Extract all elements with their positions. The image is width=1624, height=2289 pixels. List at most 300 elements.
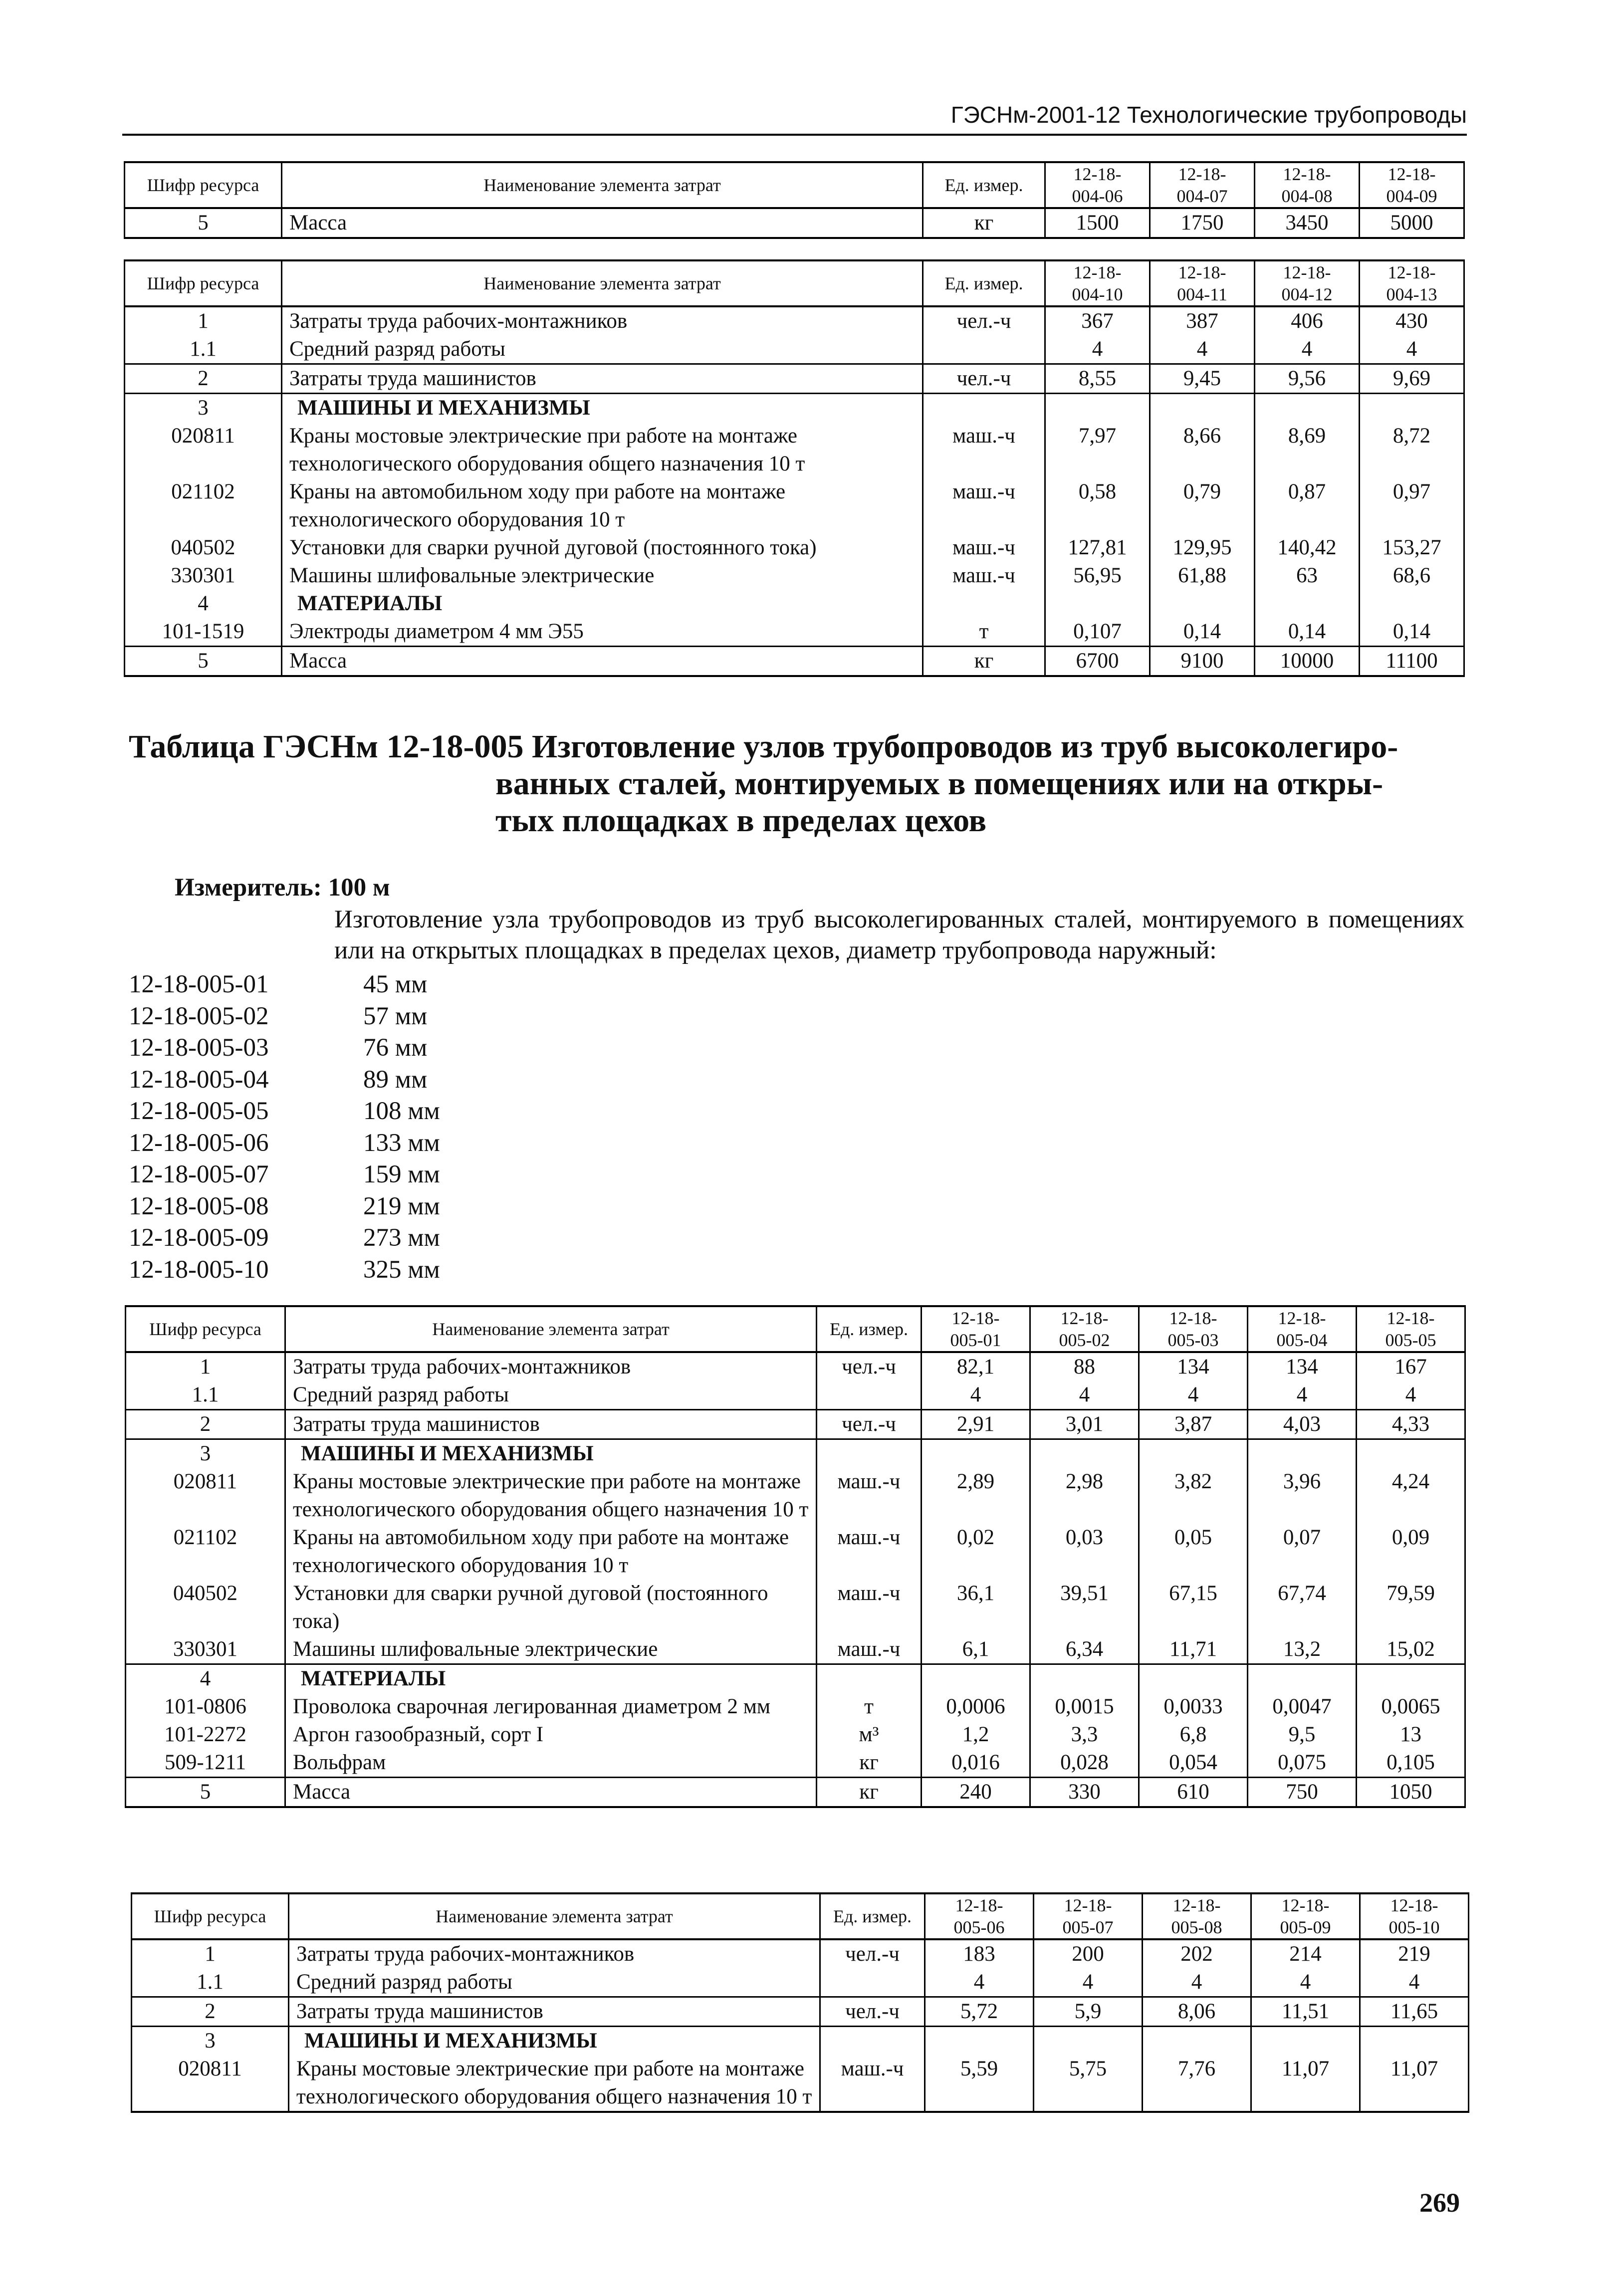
- table-row: [126, 1580, 1465, 1635]
- resource-name: Затраты труда рабочих-монтажников: [285, 1352, 817, 1381]
- resource-code: 040502: [125, 534, 282, 562]
- norm-value: 240: [922, 1778, 1030, 1808]
- unit: маш.-ч: [817, 1468, 922, 1524]
- resource-name: Краны мостовые электрические при работе на монтаже технологического оборудования общего назначения 10 т: [282, 422, 923, 478]
- norm-code: 12-18-005-01: [129, 970, 269, 998]
- table-row: [126, 1439, 1465, 1468]
- unit: чел.-ч: [817, 1352, 922, 1381]
- unit: т: [923, 618, 1045, 647]
- resource-name: Машины шлифовальные электрические: [285, 1635, 817, 1664]
- unit: [923, 335, 1045, 364]
- norm-value: 63: [1255, 562, 1360, 590]
- unit: чел.-ч: [820, 1939, 925, 1968]
- norm-value: 129,95: [1150, 534, 1255, 562]
- norm-value: 0,09: [1357, 1524, 1465, 1580]
- col-header-norm: 12-18- 004-09: [1360, 162, 1464, 208]
- table-row: [126, 1749, 1465, 1778]
- norm-value: 4: [1360, 335, 1464, 364]
- resource-name: Масса: [282, 647, 923, 677]
- col-header-norm: 12-18- 004-06: [1045, 162, 1150, 208]
- norm-code: 12-18-005-05: [129, 1097, 269, 1125]
- norm-value: 200: [1034, 1939, 1143, 1968]
- unit: [923, 590, 1045, 618]
- resource-name: Проволока сварочная легированная диаметром 2 мм: [285, 1693, 817, 1721]
- norm-value: [1255, 394, 1360, 423]
- col-header-unit: Ед. измер.: [923, 260, 1045, 306]
- section-heading: МАТЕРИАЛЫ: [285, 1664, 817, 1693]
- norm-value: [922, 1664, 1030, 1693]
- norm-value: 88: [1030, 1352, 1139, 1381]
- norm-value: 0,0006: [922, 1693, 1030, 1721]
- norm-value: 0,14: [1360, 618, 1464, 647]
- running-header: ГЭСНм-2001-12 Технологические трубопроводы: [950, 102, 1467, 128]
- table-a-body: [125, 162, 1464, 238]
- unit: [817, 1381, 922, 1410]
- norm-code: 12-18-005-03: [129, 1034, 269, 1062]
- col-header-code: Шифр ресурса: [132, 1893, 289, 1939]
- norm-value: 8,66: [1150, 422, 1255, 478]
- norm-value: 3,3: [1030, 1721, 1139, 1749]
- norm-value: 9,45: [1150, 364, 1255, 394]
- pipe-diameter: 76 мм: [363, 1034, 428, 1062]
- table-row: [125, 534, 1464, 562]
- unit: [923, 394, 1045, 423]
- table-row: [125, 335, 1464, 364]
- norm-value: [1248, 1439, 1357, 1468]
- norm-value: 8,55: [1045, 364, 1150, 394]
- section-heading: МАШИНЫ И МЕХАНИЗМЫ: [282, 394, 923, 423]
- norm-value: 0,87: [1255, 478, 1360, 534]
- norm-value: 3,01: [1030, 1410, 1139, 1439]
- table-row: [126, 1524, 1465, 1580]
- unit: кг: [817, 1778, 922, 1808]
- resource-name: Краны мостовые электрические при работе на монтаже технологического оборудования общего назначения 10 т: [285, 1468, 817, 1524]
- table-row: [132, 1968, 1469, 1997]
- norm-value: 36,1: [922, 1580, 1030, 1635]
- norm-value: 0,14: [1255, 618, 1360, 647]
- resource-name: Масса: [285, 1778, 817, 1808]
- norm-value: 13: [1357, 1721, 1465, 1749]
- norm-value: 153,27: [1360, 534, 1464, 562]
- norm-value: 3,82: [1139, 1468, 1248, 1524]
- col-header-norm: 12-18- 004-07: [1150, 162, 1255, 208]
- norm-code: 12-18-005-08: [129, 1192, 269, 1220]
- norm-value: 61,88: [1150, 562, 1255, 590]
- norm-value: 15,02: [1357, 1635, 1465, 1664]
- pipe-diameter: 133 мм: [363, 1129, 440, 1157]
- norm-value: 67,15: [1139, 1580, 1248, 1635]
- unit: [817, 1664, 922, 1693]
- resource-name: Краны на автомобильном ходу при работе на монтаже технологического оборудования 10 т: [285, 1524, 817, 1580]
- norm-value: 0,03: [1030, 1524, 1139, 1580]
- pipe-diameter: 273 мм: [363, 1224, 440, 1252]
- norm-code-item: [129, 1128, 440, 1159]
- col-header-norm: 12-18- 004-08: [1255, 162, 1360, 208]
- table-d-body: [132, 1893, 1469, 2112]
- norm-value: 330: [1030, 1778, 1139, 1808]
- norm-value: 406: [1255, 306, 1360, 335]
- norm-value: [1357, 1439, 1465, 1468]
- resource-code: 330301: [125, 562, 282, 590]
- resource-code: 1: [126, 1352, 285, 1381]
- norm-value: [1045, 590, 1150, 618]
- norm-value: 68,6: [1360, 562, 1464, 590]
- table-row: [125, 618, 1464, 647]
- resource-code: 4: [125, 590, 282, 618]
- norm-value: 4: [1360, 1968, 1469, 1997]
- norm-value: [1143, 2027, 1251, 2056]
- norm-value: 2,98: [1030, 1468, 1139, 1524]
- norm-code: 12-18-005-06: [129, 1129, 269, 1157]
- resource-code: 509-1211: [126, 1749, 285, 1778]
- norm-value: 56,95: [1045, 562, 1150, 590]
- pipe-diameter: 219 мм: [363, 1192, 440, 1220]
- resource-code: 3: [126, 1439, 285, 1468]
- norm-value: 4: [1139, 1381, 1248, 1410]
- norm-value: 1,2: [922, 1721, 1030, 1749]
- col-header-unit: Ед. измер.: [820, 1893, 925, 1939]
- norm-value: [1357, 1664, 1465, 1693]
- resource-code: 020811: [132, 2055, 289, 2112]
- col-header-unit: Ед. измер.: [817, 1306, 922, 1352]
- col-header-unit: Ед. измер.: [923, 162, 1045, 208]
- norm-code-item: [129, 1159, 440, 1191]
- resource-name: Средний разряд работы: [289, 1968, 820, 1997]
- norm-value: 610: [1139, 1778, 1248, 1808]
- pipe-diameter: 108 мм: [363, 1097, 440, 1125]
- norm-value: 3,87: [1139, 1410, 1248, 1439]
- resource-code: 4: [126, 1664, 285, 1693]
- header-row: [126, 1306, 1465, 1352]
- resource-code: 020811: [126, 1468, 285, 1524]
- table-row: [126, 1664, 1465, 1693]
- norm-code-item: [129, 1191, 440, 1223]
- col-header-name: Наименование элемента затрат: [282, 162, 923, 208]
- norm-value: [922, 1439, 1030, 1468]
- norm-value: 167: [1357, 1352, 1465, 1381]
- norm-value: [1360, 590, 1464, 618]
- table-row: [132, 2027, 1469, 2056]
- col-header-name: Наименование элемента затрат: [285, 1306, 817, 1352]
- resource-code: 3: [125, 394, 282, 423]
- col-header-name: Наименование элемента затрат: [282, 260, 923, 306]
- norm-value: 4: [1150, 335, 1255, 364]
- table-row: [126, 1410, 1465, 1439]
- pipe-diameter: 159 мм: [363, 1160, 440, 1188]
- resource-name: Затраты труда машинистов: [285, 1410, 817, 1439]
- norm-value: 5,59: [925, 2055, 1034, 2112]
- col-header-norm: 12-18- 004-11: [1150, 260, 1255, 306]
- norm-value: 0,107: [1045, 618, 1150, 647]
- pipe-diameter: 45 мм: [363, 970, 428, 998]
- norm-value: [1150, 590, 1255, 618]
- unit: [820, 1968, 925, 1997]
- unit: маш.-ч: [923, 478, 1045, 534]
- norm-value: 13,2: [1248, 1635, 1357, 1664]
- norm-value: 4: [922, 1381, 1030, 1410]
- resource-code: 021102: [125, 478, 282, 534]
- table-row: [132, 2055, 1469, 2112]
- page-number: 269: [1419, 2188, 1460, 2218]
- resource-name: Машины шлифовальные электрические: [282, 562, 923, 590]
- resource-code: 1.1: [132, 1968, 289, 1997]
- norm-value: 4: [1030, 1381, 1139, 1410]
- norm-value: 9,56: [1255, 364, 1360, 394]
- norm-value: 2,89: [922, 1468, 1030, 1524]
- norm-value: 3,96: [1248, 1468, 1357, 1524]
- norm-value: 1500: [1045, 208, 1150, 238]
- table-row: [125, 364, 1464, 394]
- norm-value: 134: [1248, 1352, 1357, 1381]
- norm-value: 134: [1139, 1352, 1248, 1381]
- resource-name: Вольфрам: [285, 1749, 817, 1778]
- norm-value: [1150, 394, 1255, 423]
- norm-code-item: [129, 1096, 440, 1128]
- meter-value: 100 м: [328, 874, 390, 902]
- norm-value: 0,016: [922, 1749, 1030, 1778]
- table-row: [125, 208, 1464, 238]
- norm-value: 750: [1248, 1778, 1357, 1808]
- norm-value: 3450: [1255, 208, 1360, 238]
- norm-value: 6,34: [1030, 1635, 1139, 1664]
- table-row: [125, 647, 1464, 677]
- unit: маш.-ч: [923, 562, 1045, 590]
- norm-value: 5,72: [925, 1997, 1034, 2027]
- norm-value: 4: [925, 1968, 1034, 1997]
- table-12-18-005-b: [131, 1892, 1469, 2113]
- unit: маш.-ч: [817, 1524, 922, 1580]
- norm-value: 0,075: [1248, 1749, 1357, 1778]
- col-header-norm: 12-18- 005-05: [1357, 1306, 1465, 1352]
- norm-value: 127,81: [1045, 534, 1150, 562]
- norm-value: 1050: [1357, 1778, 1465, 1808]
- norm-value: 11,07: [1360, 2055, 1469, 2112]
- norm-value: [1248, 1664, 1357, 1693]
- norm-value: 183: [925, 1939, 1034, 1968]
- unit: кг: [923, 647, 1045, 677]
- table-row: [125, 422, 1464, 478]
- unit: маш.-ч: [923, 534, 1045, 562]
- norm-value: 11,71: [1139, 1635, 1248, 1664]
- unit: [817, 1439, 922, 1468]
- table-b-body: [125, 260, 1464, 676]
- norm-value: [1030, 1664, 1139, 1693]
- norm-value: 4: [1045, 335, 1150, 364]
- resource-code: 020811: [125, 422, 282, 478]
- norm-value: 0,0033: [1139, 1693, 1248, 1721]
- norm-value: 8,06: [1143, 1997, 1251, 2027]
- resource-code: 3: [132, 2027, 289, 2056]
- table-title-line-1: Таблица ГЭСНм 12-18-005 Изготовление узлов трубопроводов из труб высоколегиро-: [129, 728, 1398, 765]
- resource-name: Аргон газообразный, сорт I: [285, 1721, 817, 1749]
- table-row: [126, 1693, 1465, 1721]
- resource-code: 040502: [126, 1580, 285, 1635]
- norm-value: 67,74: [1248, 1580, 1357, 1635]
- header-row: [125, 162, 1464, 208]
- norm-value: 5,9: [1034, 1997, 1143, 2027]
- table-title-line-3: тых площадках в пределах цехов: [495, 802, 987, 839]
- norm-value: 0,14: [1150, 618, 1255, 647]
- norm-value: 2,91: [922, 1410, 1030, 1439]
- table-c-body: [126, 1306, 1465, 1807]
- norm-value: 1750: [1150, 208, 1255, 238]
- norm-value: 0,0065: [1357, 1693, 1465, 1721]
- table-12-18-004-b: [124, 259, 1465, 677]
- norm-value: 8,72: [1360, 422, 1464, 478]
- table-row: [132, 1939, 1469, 1968]
- norm-value: 0,105: [1357, 1749, 1465, 1778]
- resource-name: Средний разряд работы: [285, 1381, 817, 1410]
- unit: м³: [817, 1721, 922, 1749]
- unit: кг: [923, 208, 1045, 238]
- norm-code: 12-18-005-10: [129, 1255, 269, 1284]
- col-header-norm: 12-18- 005-03: [1139, 1306, 1248, 1352]
- norm-value: [1251, 2027, 1360, 2056]
- norm-value: 6,8: [1139, 1721, 1248, 1749]
- norm-value: 10000: [1255, 647, 1360, 677]
- resource-code: 5: [125, 208, 282, 238]
- norm-value: [1360, 394, 1464, 423]
- col-header-norm: 12-18- 005-07: [1034, 1893, 1143, 1939]
- unit: чел.-ч: [817, 1410, 922, 1439]
- resource-code: 1: [125, 306, 282, 335]
- norm-value: 9100: [1150, 647, 1255, 677]
- col-header-norm: 12-18- 004-10: [1045, 260, 1150, 306]
- col-header-code: Шифр ресурса: [125, 162, 282, 208]
- norm-value: 214: [1251, 1939, 1360, 1968]
- norm-value: 5,75: [1034, 2055, 1143, 2112]
- resource-name: Установки для сварки ручной дуговой (постоянного тока): [282, 534, 923, 562]
- norm-value: 4: [1034, 1968, 1143, 1997]
- norm-value: [925, 2027, 1034, 2056]
- resource-code: 101-2272: [126, 1721, 285, 1749]
- resource-name: Затраты труда машинистов: [282, 364, 923, 394]
- table-row: [125, 562, 1464, 590]
- unit: т: [817, 1693, 922, 1721]
- norm-code: 12-18-005-07: [129, 1160, 269, 1188]
- unit: маш.-ч: [817, 1580, 922, 1635]
- col-header-norm: 12-18- 005-01: [922, 1306, 1030, 1352]
- norm-code-list: [129, 969, 440, 1286]
- norm-value: 0,028: [1030, 1749, 1139, 1778]
- norm-code-item: [129, 1064, 440, 1096]
- norm-value: [1360, 2027, 1469, 2056]
- header-row: [132, 1893, 1469, 1939]
- norm-value: 4: [1357, 1381, 1465, 1410]
- table-title-line-2: ванных сталей, монтируемых в помещениях или на откры-: [495, 765, 1384, 802]
- col-header-norm: 12-18- 005-09: [1251, 1893, 1360, 1939]
- norm-value: 0,58: [1045, 478, 1150, 534]
- norm-code-item: [129, 1254, 440, 1286]
- table-row: [126, 1778, 1465, 1808]
- col-header-norm: 12-18- 004-12: [1255, 260, 1360, 306]
- col-header-name: Наименование элемента затрат: [289, 1893, 820, 1939]
- norm-code: 12-18-005-02: [129, 1002, 269, 1030]
- norm-value: 4,24: [1357, 1468, 1465, 1524]
- resource-code: 1: [132, 1939, 289, 1968]
- col-header-norm: 12-18- 004-13: [1360, 260, 1464, 306]
- section-heading: МАШИНЫ И МЕХАНИЗМЫ: [285, 1439, 817, 1468]
- norm-value: 4: [1255, 335, 1360, 364]
- header-rule: [122, 134, 1467, 136]
- meter-label: Измеритель:: [175, 874, 322, 902]
- table-row: [126, 1381, 1465, 1410]
- resource-code: 2: [132, 1997, 289, 2027]
- resource-code: 1.1: [126, 1381, 285, 1410]
- resource-name: Установки для сварки ручной дуговой (постоянного тока): [285, 1580, 817, 1635]
- table-row: [125, 306, 1464, 335]
- unit: маш.-ч: [817, 1635, 922, 1664]
- section-heading: МАШИНЫ И МЕХАНИЗМЫ: [289, 2027, 820, 2056]
- resource-code: 330301: [126, 1635, 285, 1664]
- table-row: [132, 1997, 1469, 2027]
- pipe-diameter: 325 мм: [363, 1255, 440, 1284]
- norm-code-item: [129, 1001, 440, 1033]
- norm-value: 367: [1045, 306, 1150, 335]
- norm-code: 12-18-005-09: [129, 1224, 269, 1252]
- norm-value: 219: [1360, 1939, 1469, 1968]
- norm-value: 387: [1150, 306, 1255, 335]
- table-title: [129, 728, 1471, 839]
- norm-value: 4: [1143, 1968, 1251, 1997]
- resource-name: Средний разряд работы: [282, 335, 923, 364]
- resource-name: Электроды диаметром 4 мм Э55: [282, 618, 923, 647]
- norm-value: 7,97: [1045, 422, 1150, 478]
- table-row: [126, 1352, 1465, 1381]
- norm-value: 6700: [1045, 647, 1150, 677]
- norm-value: 0,79: [1150, 478, 1255, 534]
- norm-value: 0,07: [1248, 1524, 1357, 1580]
- resource-name: Затраты труда машинистов: [289, 1997, 820, 2027]
- norm-code-item: [129, 1032, 440, 1064]
- norm-value: 9,69: [1360, 364, 1464, 394]
- norm-code-item: [129, 1222, 440, 1254]
- norm-value: 39,51: [1030, 1580, 1139, 1635]
- norm-value: 11,51: [1251, 1997, 1360, 2027]
- norm-value: 11,65: [1360, 1997, 1469, 2027]
- norm-value: 8,69: [1255, 422, 1360, 478]
- norm-value: 0,05: [1139, 1524, 1248, 1580]
- unit: маш.-ч: [923, 422, 1045, 478]
- norm-value: 0,0047: [1248, 1693, 1357, 1721]
- col-header-norm: 12-18- 005-06: [925, 1893, 1034, 1939]
- table-12-18-005-a: [125, 1305, 1466, 1808]
- norm-value: 5000: [1360, 208, 1464, 238]
- resource-name: Краны на автомобильном ходу при работе на монтаже технологического оборудования 10 т: [282, 478, 923, 534]
- norm-value: 11,07: [1251, 2055, 1360, 2112]
- unit: маш.-ч: [820, 2055, 925, 2112]
- norm-code: 12-18-005-04: [129, 1065, 269, 1094]
- resource-code: 101-1519: [125, 618, 282, 647]
- norm-value: [1045, 394, 1150, 423]
- table-row: [125, 590, 1464, 618]
- resource-name: Масса: [282, 208, 923, 238]
- norm-value: 11100: [1360, 647, 1464, 677]
- norm-value: 0,054: [1139, 1749, 1248, 1778]
- resource-code: 5: [126, 1778, 285, 1808]
- norm-value: 4: [1248, 1381, 1357, 1410]
- pipe-diameter: 57 мм: [363, 1002, 428, 1030]
- unit: [820, 2027, 925, 2056]
- resource-code: 021102: [126, 1524, 285, 1580]
- unit: чел.-ч: [923, 364, 1045, 394]
- norm-value: [1034, 2027, 1143, 2056]
- norm-value: 9,5: [1248, 1721, 1357, 1749]
- table-12-18-004-a: [124, 161, 1465, 239]
- meter-line: [175, 872, 390, 903]
- col-header-norm: 12-18- 005-04: [1248, 1306, 1357, 1352]
- resource-code: 2: [125, 364, 282, 394]
